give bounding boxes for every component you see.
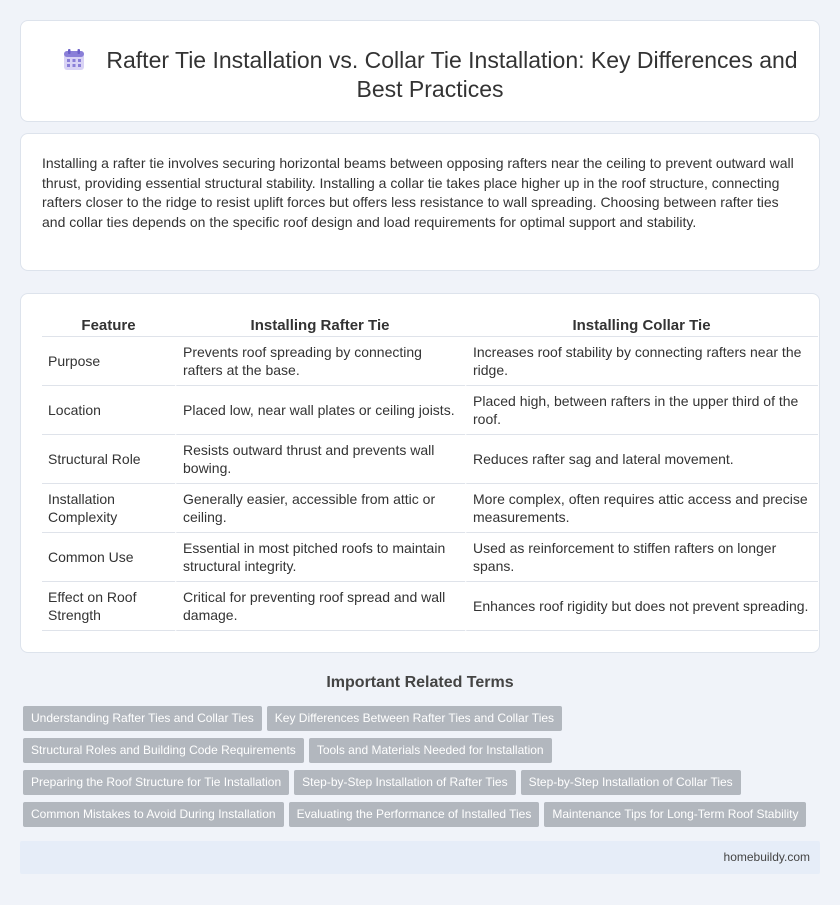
row-collar-tie: Used as reinforcement to stiffen rafters on longer spans.: [465, 533, 818, 582]
row-rafter-tie: Placed low, near wall plates or ceiling joists.: [175, 386, 465, 435]
related-term-tag[interactable]: Common Mistakes to Avoid During Installation: [23, 802, 284, 827]
row-collar-tie: Increases roof stability by connecting rafters near the ridge.: [465, 337, 818, 386]
table-row: [42, 337, 818, 386]
related-term-tag[interactable]: Step-by-Step Installation of Rafter Ties: [294, 770, 515, 795]
comparison-table: [42, 316, 818, 631]
row-rafter-tie: Critical for preventing roof spread and wall damage.: [175, 582, 465, 631]
row-collar-tie: Placed high, between rafters in the upper third of the roof.: [465, 386, 818, 435]
comparison-card: [20, 293, 820, 653]
intro-paragraph: Installing a rafter tie involves securing horizontal beams between opposing rafters near the ceiling to prevent outward wall thrust, providing essential structural stability. Installing a collar tie takes place higher up in the roof structure, connecting rafters closer to the ridge to resist uplift forces but offers less resistance to wall spreading. Choosing between rafter ties and collar ties depends on the specific roof design and load requirements for optimal support and stability.: [42, 155, 794, 230]
row-rafter-tie: Prevents roof spreading by connecting rafters at the base.: [175, 337, 465, 386]
related-term-tag[interactable]: Key Differences Between Rafter Ties and Collar Ties: [267, 706, 562, 731]
table-row: [42, 435, 818, 484]
header-collar-tie: Installing Collar Tie: [465, 316, 818, 337]
related-term-tag[interactable]: Tools and Materials Needed for Installation: [309, 738, 552, 763]
row-feature: Common Use: [42, 533, 175, 582]
tag-row: [23, 706, 823, 738]
row-feature: Effect on Roof Strength: [42, 582, 175, 631]
footer-site-link[interactable]: homebuildy.com: [723, 850, 810, 864]
related-term-tag[interactable]: Maintenance Tips for Long-Term Roof Stability: [544, 802, 806, 827]
row-rafter-tie: Generally easier, accessible from attic or ceiling.: [175, 484, 465, 533]
table-header-row: [42, 316, 818, 337]
tag-row: [23, 802, 823, 834]
row-feature: Installation Complexity: [42, 484, 175, 533]
title-wrap: [61, 46, 799, 104]
tag-row: [23, 738, 823, 770]
related-term-tag[interactable]: Understanding Rafter Ties and Collar Ties: [23, 706, 262, 731]
related-term-tag[interactable]: Evaluating the Performance of Installed Ties: [289, 802, 540, 827]
table-row: [42, 582, 818, 631]
row-feature: Location: [42, 386, 175, 435]
row-rafter-tie: Essential in most pitched roofs to maintain structural integrity.: [175, 533, 465, 582]
related-terms-list: [23, 706, 823, 834]
intro-card: [20, 133, 820, 271]
header-feature: Feature: [42, 316, 175, 337]
table-row: [42, 533, 818, 582]
page-title: [61, 46, 799, 104]
row-collar-tie: Reduces rafter sag and lateral movement.: [465, 435, 818, 484]
row-collar-tie: More complex, often requires attic access and precise measurements.: [465, 484, 818, 533]
related-term-tag[interactable]: Structural Roles and Building Code Requirements: [23, 738, 304, 763]
table-row: [42, 484, 818, 533]
row-rafter-tie: Resists outward thrust and prevents wall bowing.: [175, 435, 465, 484]
footer: [20, 841, 820, 874]
page-title-text: Rafter Tie Installation vs. Collar Tie Installation: Key Differences and Best Practices: [106, 47, 798, 102]
calendar-grid-icon: [62, 48, 86, 72]
row-feature: Structural Role: [42, 435, 175, 484]
related-term-tag[interactable]: Preparing the Roof Structure for Tie Installation: [23, 770, 289, 795]
header-rafter-tie: Installing Rafter Tie: [175, 316, 465, 337]
related-term-tag[interactable]: Step-by-Step Installation of Collar Ties: [521, 770, 741, 795]
related-terms-title: Important Related Terms: [326, 674, 514, 691]
table-row: [42, 386, 818, 435]
row-feature: Purpose: [42, 337, 175, 386]
row-collar-tie: Enhances roof rigidity but does not prevent spreading.: [465, 582, 818, 631]
header-card: [20, 20, 820, 122]
tag-row: [23, 770, 823, 802]
